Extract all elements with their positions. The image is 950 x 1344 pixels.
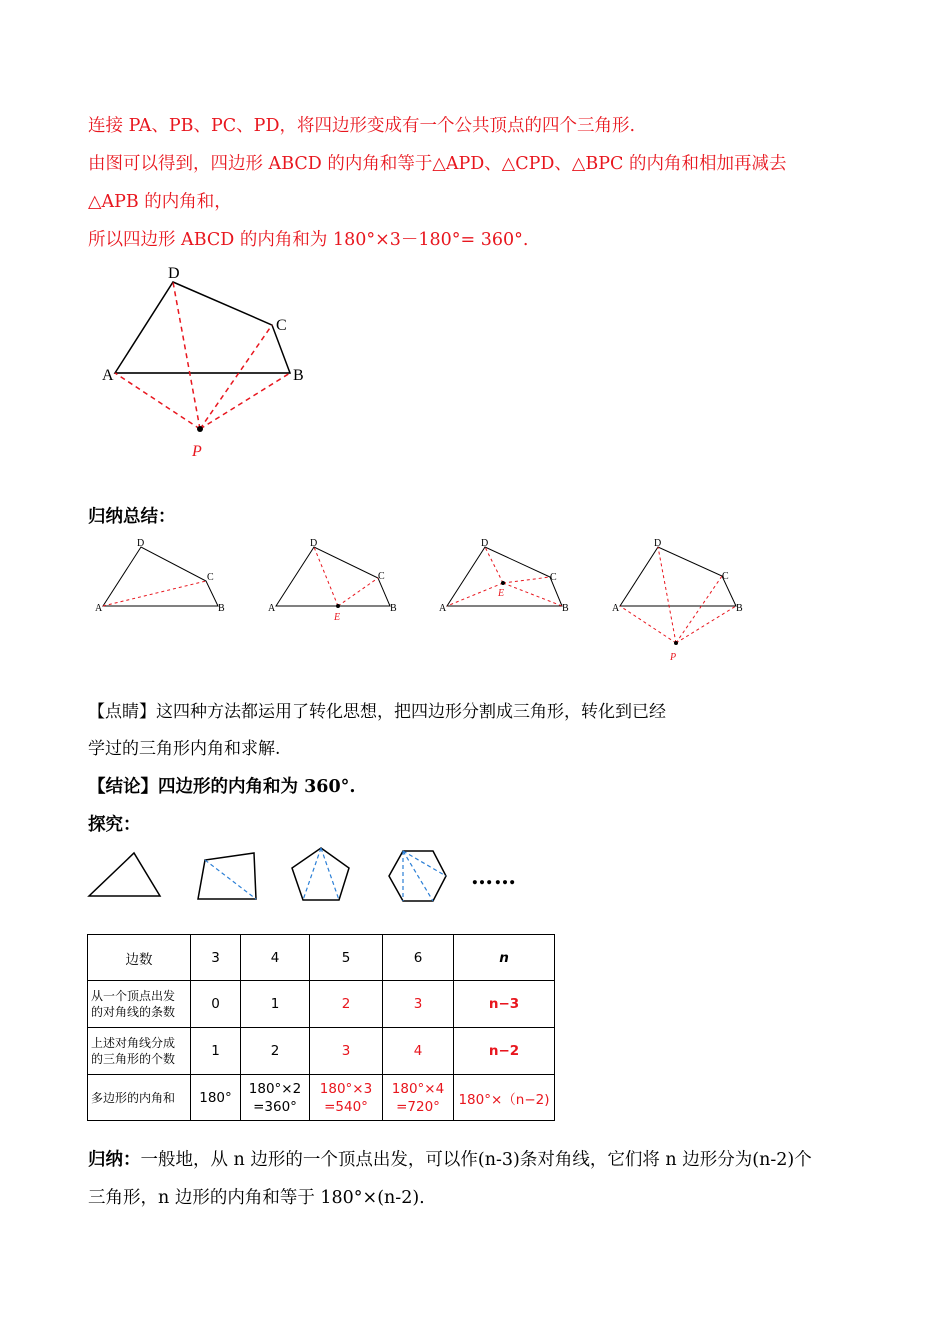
table-cell: 4 [383, 1028, 454, 1075]
quadrilateral-shape [198, 853, 256, 899]
intro-line-1: 连接 PA、PB、PC、PD，将四边形变成有一个公共顶点的四个三角形. [88, 116, 636, 136]
induction-line-1: 归纳：一般地，从 n 边形的一个顶点出发，可以作(n-3)条对角线，它们将 n 边形分为(n-2)个 [88, 1150, 812, 1170]
ellipsis: …… [471, 864, 517, 890]
point-p [197, 426, 203, 432]
conclusion: 【结论】四边形的内角和为 360°. [88, 777, 356, 797]
hexagon-shape [389, 851, 446, 901]
intro-line-4: 所以四边形 ABCD 的内角和为 180°×3－180°= 360°. [88, 230, 529, 250]
polygons-row [85, 843, 455, 908]
label-p: P [192, 443, 202, 460]
fig3-label-d: D [481, 538, 489, 549]
header-cell: 6 [383, 935, 454, 981]
label-a: A [102, 367, 114, 384]
summary-heading: 归纳总结： [88, 507, 176, 527]
header-cell: 5 [310, 935, 383, 981]
fig4-label-p: P [670, 652, 677, 663]
fig2-label-a: A [268, 603, 276, 614]
induction-line-2: 三角形，n 边形的内角和等于 180°×(n-2). [88, 1188, 425, 1208]
label-d: D [168, 265, 180, 282]
fig3-label-c: C [550, 572, 557, 583]
fig2-label-c: C [378, 571, 385, 582]
header-cell: 4 [241, 935, 310, 981]
table-cell: n−2 [454, 1028, 555, 1075]
fig1-label-c: C [207, 572, 214, 583]
table-cell: n−3 [454, 981, 555, 1028]
table-cell: 3 [310, 1028, 383, 1075]
table-row [88, 1028, 555, 1075]
row-label: 从一个顶点出发 的对角线的条数 [88, 981, 191, 1028]
table-header-row [88, 935, 555, 981]
fig4-label-b: B [736, 603, 743, 614]
table-cell: 1 [241, 981, 310, 1028]
table-cell: 0 [191, 981, 241, 1028]
summary-figure-3 [439, 538, 569, 614]
segment-pa [115, 373, 200, 429]
fig3-label-b: B [562, 603, 569, 614]
segment-pc [200, 325, 272, 429]
header-cell: 3 [191, 935, 241, 981]
table-cell: 180°×3 =540° [310, 1075, 383, 1121]
induction-label: 归纳： [88, 1150, 141, 1170]
summary-figure-1 [95, 538, 225, 614]
explore-heading: 探究： [88, 815, 141, 835]
row-label: 多边形的内角和 [88, 1075, 191, 1121]
label-c: C [276, 317, 287, 334]
fig1-label-d: D [137, 538, 145, 549]
fig4-label-d: D [654, 538, 662, 549]
table-cell: 1 [191, 1028, 241, 1075]
table-row [88, 1075, 555, 1121]
header-cell: n [454, 935, 555, 981]
tip-line-1: 【点睛】这四种方法都运用了转化思想，把四边形分割成三角形，转化到已经 [88, 702, 666, 722]
triangle-shape [89, 853, 160, 896]
table-cell: 180°×2 =360° [241, 1075, 310, 1121]
fig2-label-e: E [334, 612, 341, 623]
fig4-label-c: C [722, 571, 729, 582]
header-cell: 边数 [88, 935, 191, 981]
row-label: 上述对角线分成 的三角形的个数 [88, 1028, 191, 1075]
pentagon-shape [292, 848, 349, 900]
intro-line-2: 由图可以得到，四边形 ABCD 的内角和等于△APD、△CPD、△BPC 的内角和相加再减去 [88, 154, 787, 174]
quadrilateral-pabcd-figure [95, 260, 325, 465]
quad-abcd [115, 282, 290, 373]
table-cell: 3 [383, 981, 454, 1028]
table-cell: 180° [191, 1075, 241, 1121]
table-cell: 180°×4 =720° [383, 1075, 454, 1121]
segment-pd [173, 282, 200, 429]
fig3-label-e: E [498, 588, 505, 599]
fig4-label-a: A [612, 603, 620, 614]
summary-figures [90, 535, 760, 665]
fig3-label-a: A [439, 603, 447, 614]
fig2-label-b: B [390, 603, 397, 614]
summary-figure-4 [612, 538, 743, 663]
polygon-table [87, 934, 555, 1121]
table-cell: 180°×（n−2) [454, 1075, 555, 1121]
segment-pb [200, 373, 290, 429]
table-row [88, 981, 555, 1028]
table-cell: 2 [241, 1028, 310, 1075]
fig1-label-a: A [95, 603, 103, 614]
tip-line-2: 学过的三角形内角和求解. [88, 739, 281, 759]
summary-figure-2 [268, 538, 397, 623]
intro-line-3: △APB 的内角和， [88, 192, 232, 212]
fig2-label-d: D [310, 538, 318, 549]
fig1-label-b: B [218, 603, 225, 614]
table-cell: 2 [310, 981, 383, 1028]
label-b: B [293, 367, 304, 384]
